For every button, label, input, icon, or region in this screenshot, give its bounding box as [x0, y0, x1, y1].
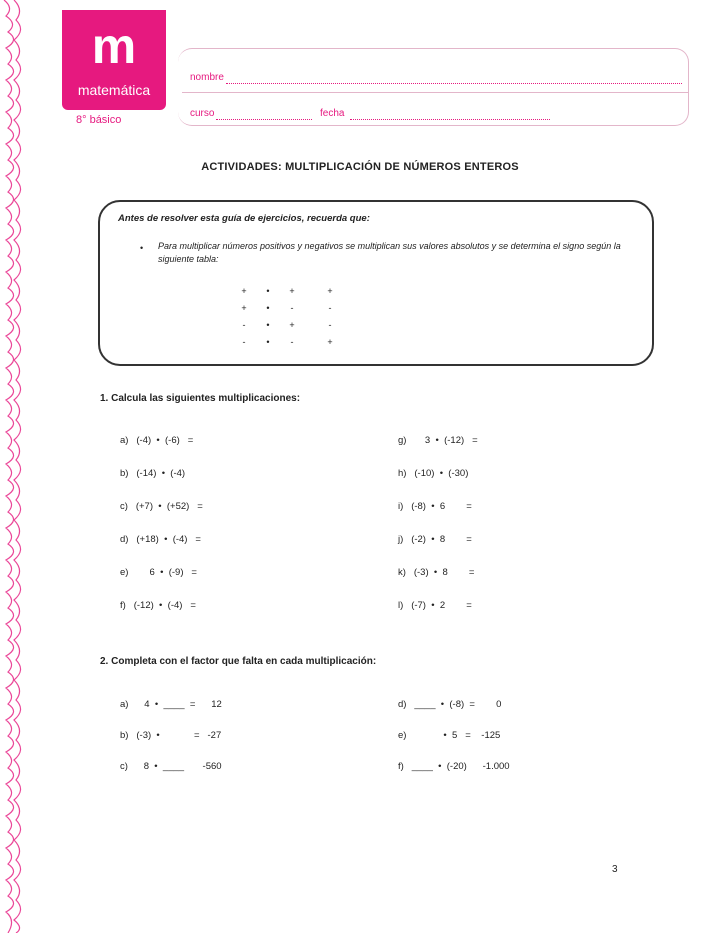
exercise-1c: c) (+7) • (+52) =	[120, 501, 203, 512]
sign-cell: -	[328, 303, 332, 313]
sign-cell: +	[289, 320, 295, 330]
reminder-box	[98, 200, 654, 366]
exercise-1j: j) (-2) • 8 =	[398, 534, 472, 545]
exercise-1d: d) (+18) • (-4) =	[120, 534, 201, 545]
sign-cell: •	[266, 303, 270, 313]
sign-table-row	[232, 303, 342, 320]
sign-cell: -	[242, 337, 246, 347]
sign-cell: •	[266, 320, 270, 330]
sign-table	[232, 286, 342, 354]
page-title: ACTIVIDADES: MULTIPLICACIÓN DE NÚMEROS ENTEROS	[201, 161, 519, 173]
exercise-1e: e) 6 • (-9) =	[120, 567, 197, 578]
exercise-1k: k) (-3) • 8 =	[398, 567, 475, 578]
exercise-1l: l) (-7) • 2 =	[398, 600, 472, 611]
exercise-1b: b) (-14) • (-4)	[120, 468, 186, 479]
sign-cell: +	[327, 337, 333, 347]
student-info-box	[178, 48, 689, 126]
exercise-1a: a) (-4) • (-6) =	[120, 435, 194, 446]
sign-cell: +	[241, 303, 247, 313]
logo-letter: m	[91, 18, 137, 74]
exercise-1i: i) (-8) • 6 =	[398, 501, 472, 512]
course-field[interactable]	[216, 118, 312, 120]
decorative-border	[0, 0, 30, 933]
name-field[interactable]	[226, 82, 682, 84]
exercise-2b: b) (-3) • = -27	[120, 730, 222, 741]
grade-label: 8° básico	[76, 114, 122, 126]
reminder-text: Para multiplicar números positivos y negativos se multiplican sus valores absolutos y se determina el signo según la siguiente tabla:	[158, 241, 621, 264]
date-field[interactable]	[350, 118, 550, 120]
logo-text: matemática	[77, 82, 151, 98]
sign-table-row	[232, 286, 342, 303]
course-label: curso	[190, 108, 215, 119]
reminder-bullet: •	[140, 243, 144, 253]
sign-table-row	[232, 337, 342, 354]
sign-cell: -	[290, 303, 294, 313]
sign-cell: •	[266, 286, 270, 296]
header-divider	[182, 92, 688, 93]
logo	[62, 10, 166, 110]
exercise-1g: g) 3 • (-12) =	[398, 435, 478, 446]
sign-cell: +	[327, 286, 333, 296]
sign-cell: +	[241, 286, 247, 296]
name-label: nombre	[190, 72, 224, 83]
exercise-2a: a) 4 • ____ = 12	[120, 699, 222, 710]
section-1-heading: 1. Calcula las siguientes multiplicaciones:	[100, 393, 301, 404]
sign-cell: -	[290, 337, 294, 347]
page-number: 3	[612, 864, 618, 875]
sign-table-row	[232, 320, 342, 337]
exercise-1h: h) (-10) • (-30)	[398, 468, 469, 479]
sign-cell: +	[289, 286, 295, 296]
section-2-heading: 2. Completa con el factor que falta en cada multiplicación:	[100, 656, 377, 667]
sign-cell: -	[242, 320, 246, 330]
exercise-1f: f) (-12) • (-4) =	[120, 600, 196, 611]
date-label: fecha	[320, 108, 345, 119]
sign-cell: •	[266, 337, 270, 347]
exercise-2d: d) ____ • (-8) = 0	[398, 699, 502, 710]
reminder-heading: Antes de resolver esta guía de ejercicios, recuerda que:	[118, 213, 370, 224]
exercise-2c: c) 8 • ____ -560	[120, 761, 222, 772]
sign-cell: -	[328, 320, 332, 330]
exercise-2f: f) ____ • (-20) -1.000	[398, 761, 510, 772]
exercise-2e: e) • 5 = -125	[398, 730, 501, 741]
